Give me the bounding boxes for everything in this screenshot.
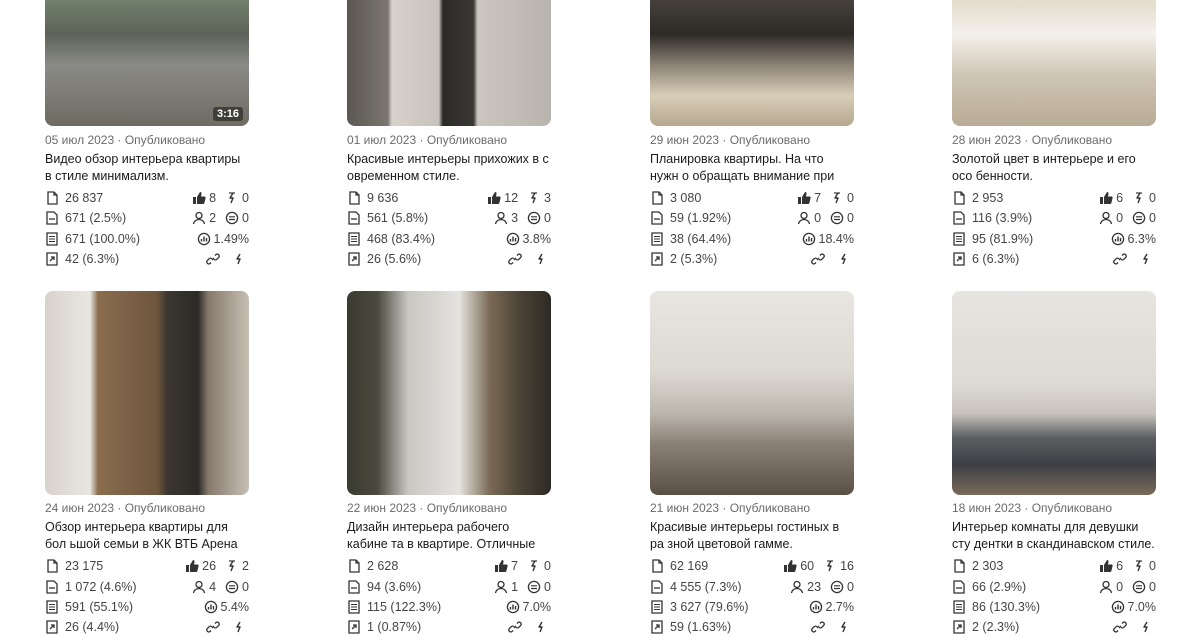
meta-separator: · — [1021, 501, 1032, 515]
doc-icon — [45, 580, 59, 594]
clicks-count: 42 (6.3%) — [65, 252, 120, 266]
publication-meta — [952, 133, 1112, 147]
comments-count: 0 — [544, 211, 551, 225]
publication-status: Опубликовано — [426, 133, 508, 147]
thumbs-up-icon — [1099, 559, 1113, 573]
reads-count: 671 (100.0%) — [65, 232, 141, 246]
reposts-count: 3 — [544, 191, 551, 205]
user-icon — [797, 211, 811, 225]
subscribers-count: 2 — [209, 211, 217, 225]
link-image-icon — [650, 620, 664, 634]
publication-meta — [650, 501, 810, 515]
publication-thumbnail[interactable] — [650, 0, 854, 126]
likes-count: 60 — [800, 559, 815, 573]
stat-row-shows — [650, 580, 854, 598]
comment-icon — [1132, 211, 1146, 225]
stat-row-clicks — [347, 252, 551, 270]
publication-meta — [45, 501, 205, 515]
comments-count: 0 — [242, 211, 249, 225]
stat-row-reads — [952, 232, 1156, 250]
user-icon — [1099, 211, 1113, 225]
doc-icon — [45, 211, 59, 225]
link-image-icon — [45, 620, 59, 634]
views-count: 26 837 — [65, 191, 104, 205]
publication-status: Опубликовано — [124, 501, 205, 515]
stat-row-clicks — [952, 620, 1156, 638]
reads-count: 3 627 (79.6%) — [670, 600, 749, 614]
link-image-icon — [650, 252, 664, 266]
thumbs-up-icon — [192, 191, 206, 205]
publication-thumbnail[interactable] — [952, 291, 1156, 495]
doc-icon — [347, 559, 361, 573]
share-icon[interactable] — [837, 620, 851, 634]
stat-row-shows — [45, 211, 249, 229]
thumbs-up-icon — [185, 559, 199, 573]
repost-icon — [830, 191, 844, 205]
doc-icon — [45, 559, 59, 573]
chart-circle-icon — [197, 232, 211, 246]
link-icon[interactable] — [206, 252, 220, 266]
thumbs-up-icon — [494, 559, 508, 573]
stat-row-views — [347, 191, 551, 209]
publication-thumbnail[interactable] — [45, 0, 249, 126]
stat-row-views — [347, 559, 551, 577]
user-icon — [494, 580, 508, 594]
stat-row-clicks — [347, 620, 551, 638]
likes-count: 7 — [814, 191, 822, 205]
clicks-count: 59 (1.63%) — [670, 620, 732, 634]
thumbs-up-icon — [487, 191, 501, 205]
repost-icon — [1132, 559, 1146, 573]
likes-count: 8 — [209, 191, 217, 205]
stat-row-reads — [650, 600, 854, 618]
doc-icon — [347, 580, 361, 594]
publication-status: Опубликовано — [426, 501, 507, 515]
doc-icon — [347, 191, 361, 205]
views-count: 9 636 — [367, 191, 399, 205]
doc-icon — [952, 211, 966, 225]
meta-separator: · — [114, 501, 125, 515]
stat-row-reads — [347, 232, 551, 250]
stat-row-views — [45, 191, 249, 209]
meta-separator: · — [1021, 133, 1032, 147]
reads-count: 38 (64.4%) — [670, 232, 732, 246]
link-image-icon — [347, 620, 361, 634]
comments-count: 0 — [1149, 580, 1156, 594]
share-icon[interactable] — [837, 252, 851, 266]
reads-count: 86 (130.3%) — [972, 600, 1041, 614]
doc-icon — [952, 559, 966, 573]
reads-count: 468 (83.4%) — [367, 232, 436, 246]
reposts-count: 16 — [840, 559, 854, 573]
publication-thumbnail[interactable] — [347, 291, 551, 495]
share-icon[interactable] — [232, 252, 246, 266]
user-icon — [192, 211, 206, 225]
reads-count: 591 (55.1%) — [65, 600, 134, 614]
stat-row-reads — [45, 232, 249, 250]
list-doc-icon — [45, 232, 59, 246]
doc-icon — [650, 191, 664, 205]
repost-icon — [225, 191, 239, 205]
publication-title[interactable]: Обзор интерьера квартиры для бол ьшой семьи в ЖК ВТБ Арена — [45, 520, 238, 551]
publication-date: 21 июн 2023 — [650, 501, 720, 515]
shows-count: 671 (2.5%) — [65, 211, 127, 225]
link-icon[interactable] — [811, 252, 825, 266]
reposts-count: 2 — [242, 559, 249, 573]
comment-icon — [830, 211, 844, 225]
stat-row-shows — [650, 211, 854, 229]
repost-icon — [1132, 191, 1146, 205]
publication-title[interactable]: Видео обзор интерьера квартиры в стиле минимализм. — [45, 152, 241, 183]
link-icon[interactable] — [1113, 620, 1127, 634]
stat-row-shows — [347, 580, 551, 598]
shows-count: 4 555 (7.3%) — [670, 580, 742, 594]
stat-row-views — [650, 191, 854, 209]
chart-circle-icon — [802, 232, 816, 246]
stat-row-views — [650, 559, 854, 577]
shows-count: 94 (3.6%) — [367, 580, 422, 594]
publication-meta — [650, 133, 810, 147]
reads-count: 115 (122.3%) — [367, 600, 442, 614]
link-icon[interactable] — [206, 620, 220, 634]
engagement-rate: 6.3% — [1127, 232, 1156, 246]
stat-row-shows — [952, 580, 1156, 598]
reads-count: 95 (81.9%) — [972, 232, 1034, 246]
repost-icon — [527, 559, 541, 573]
views-count: 62 169 — [670, 559, 709, 573]
shows-count: 59 (1.92%) — [670, 211, 732, 225]
stat-row-reads — [952, 600, 1156, 618]
list-doc-icon — [347, 232, 361, 246]
engagement-rate: 7.0% — [1127, 600, 1156, 614]
publication-status: Опубликовано — [124, 133, 206, 147]
publication-status: Опубликовано — [1031, 501, 1112, 515]
clicks-count: 1 (0.87%) — [367, 620, 422, 634]
list-doc-icon — [650, 600, 664, 614]
stat-row-clicks — [650, 620, 854, 638]
list-doc-icon — [650, 232, 664, 246]
clicks-count: 26 (5.6%) — [367, 252, 422, 266]
clicks-count: 2 (5.3%) — [670, 252, 718, 266]
publication-date: 18 июн 2023 — [952, 501, 1022, 515]
doc-icon — [347, 211, 361, 225]
share-icon[interactable] — [534, 252, 548, 266]
link-icon[interactable] — [508, 252, 522, 266]
repost-icon — [527, 191, 541, 205]
comment-icon — [830, 580, 844, 594]
thumbs-up-icon — [1099, 191, 1113, 205]
clicks-count: 26 (4.4%) — [65, 620, 120, 634]
comment-icon — [527, 211, 541, 225]
meta-separator: · — [416, 501, 427, 515]
subscribers-count: 3 — [511, 211, 519, 225]
doc-icon — [45, 191, 59, 205]
stat-row-shows — [45, 580, 249, 598]
clicks-count: 2 (2.3%) — [972, 620, 1020, 634]
link-image-icon — [952, 620, 966, 634]
publication-meta — [347, 501, 507, 515]
stat-row-clicks — [45, 252, 249, 270]
chart-circle-icon — [809, 600, 823, 614]
list-doc-icon — [347, 600, 361, 614]
reposts-count: 0 — [544, 559, 551, 573]
shows-count: 66 (2.9%) — [972, 580, 1027, 594]
stat-row-reads — [45, 600, 249, 618]
chart-circle-icon — [506, 600, 520, 614]
reposts-count: 0 — [1149, 559, 1156, 573]
subscribers-count: 0 — [1116, 211, 1124, 225]
chart-circle-icon — [204, 600, 218, 614]
user-icon — [192, 580, 206, 594]
comment-icon — [225, 211, 239, 225]
likes-count: 6 — [1116, 191, 1124, 205]
publication-thumbnail[interactable] — [650, 291, 854, 495]
thumbs-up-icon — [797, 191, 811, 205]
comments-count: 0 — [242, 580, 249, 594]
views-count: 2 303 — [972, 559, 1004, 573]
stat-row-views — [952, 559, 1156, 577]
engagement-rate: 5.4% — [220, 600, 249, 614]
engagement-rate: 1.49% — [213, 232, 249, 246]
link-image-icon — [952, 252, 966, 266]
publication-date: 22 июн 2023 — [347, 501, 417, 515]
comments-count: 0 — [847, 211, 854, 225]
user-icon — [790, 580, 804, 594]
chart-circle-icon — [1111, 232, 1125, 246]
subscribers-count: 0 — [814, 211, 822, 225]
doc-icon — [952, 191, 966, 205]
stat-row-views — [952, 191, 1156, 209]
subscribers-count: 1 — [511, 580, 519, 594]
comment-icon — [1132, 580, 1146, 594]
likes-count: 26 — [202, 559, 217, 573]
reposts-count: 0 — [847, 191, 854, 205]
thumbs-up-icon — [783, 559, 797, 573]
reposts-count: 0 — [242, 191, 249, 205]
publication-title[interactable]: Золотой цвет в интерьере и его осо бенности. — [952, 152, 1136, 183]
repost-icon — [823, 559, 837, 573]
publication-title[interactable]: Красивые интерьеры прихожих в с овременном стиле. — [347, 152, 549, 183]
comment-icon — [225, 580, 239, 594]
publication-title[interactable]: Планировка квартиры. На что нужн о обращать внимание при — [650, 152, 835, 183]
meta-separator: · — [416, 133, 427, 147]
video-duration: 3:16 — [213, 107, 243, 121]
publication-date: 28 июн 2023 — [952, 133, 1022, 147]
comments-count: 0 — [1149, 211, 1156, 225]
stat-row-reads — [347, 600, 551, 618]
meta-separator: · — [719, 501, 730, 515]
doc-icon — [952, 580, 966, 594]
comments-count: 0 — [544, 580, 551, 594]
subscribers-count: 0 — [1116, 580, 1124, 594]
views-count: 23 175 — [65, 559, 104, 573]
views-count: 3 080 — [670, 191, 702, 205]
doc-icon — [650, 211, 664, 225]
publication-date: 29 июн 2023 — [650, 133, 720, 147]
share-icon[interactable] — [1139, 252, 1153, 266]
comments-count: 0 — [847, 580, 854, 594]
clicks-count: 6 (6.3%) — [972, 252, 1020, 266]
user-icon — [1099, 580, 1113, 594]
link-image-icon — [347, 252, 361, 266]
engagement-rate: 18.4% — [818, 232, 854, 246]
list-doc-icon — [952, 600, 966, 614]
publication-date: 05 июл 2023 — [45, 133, 115, 147]
publication-meta — [347, 133, 507, 147]
share-icon[interactable] — [1139, 620, 1153, 634]
subscribers-count: 4 — [209, 580, 217, 594]
publication-title[interactable]: Интерьер комнаты для девушки сту дентки в скандинавском стиле. — [952, 520, 1155, 551]
publication-thumbnail[interactable] — [952, 0, 1156, 126]
meta-separator: · — [114, 133, 125, 147]
reposts-count: 0 — [1149, 191, 1156, 205]
doc-icon — [650, 580, 664, 594]
shows-count: 1 072 (4.6%) — [65, 580, 137, 594]
views-count: 2 953 — [972, 191, 1004, 205]
list-doc-icon — [45, 600, 59, 614]
stat-row-clicks — [650, 252, 854, 270]
publication-date: 24 июн 2023 — [45, 501, 115, 515]
publication-status: Опубликовано — [1031, 133, 1112, 147]
shows-count: 561 (5.8%) — [367, 211, 429, 225]
publication-title[interactable]: Красивые интерьеры гостиных в ра зной цветовой гамме. — [650, 520, 840, 551]
share-icon[interactable] — [534, 620, 548, 634]
engagement-rate: 3.8% — [522, 232, 551, 246]
publication-status: Опубликовано — [729, 133, 810, 147]
chart-circle-icon — [1111, 600, 1125, 614]
stat-row-views — [45, 559, 249, 577]
engagement-rate: 7.0% — [522, 600, 551, 614]
link-icon[interactable] — [508, 620, 522, 634]
link-icon[interactable] — [811, 620, 825, 634]
views-count: 2 628 — [367, 559, 399, 573]
repost-icon — [225, 559, 239, 573]
publication-title[interactable]: Дизайн интерьера рабочего кабине та в квартире. Отличные — [347, 520, 536, 551]
publication-status: Опубликовано — [729, 501, 810, 515]
stat-row-shows — [347, 211, 551, 229]
likes-count: 6 — [1116, 559, 1124, 573]
link-icon[interactable] — [1113, 252, 1127, 266]
shows-count: 116 (3.9%) — [972, 211, 1033, 225]
doc-icon — [650, 559, 664, 573]
stat-row-reads — [650, 232, 854, 250]
comment-icon — [527, 580, 541, 594]
meta-separator: · — [719, 133, 730, 147]
stat-row-clicks — [45, 620, 249, 638]
share-icon[interactable] — [232, 620, 246, 634]
publication-meta — [45, 133, 205, 147]
chart-circle-icon — [506, 232, 520, 246]
likes-count: 7 — [511, 559, 519, 573]
engagement-rate: 2.7% — [825, 600, 854, 614]
likes-count: 12 — [504, 191, 519, 205]
stat-row-clicks — [952, 252, 1156, 270]
publication-thumbnail[interactable] — [45, 291, 249, 495]
publication-thumbnail[interactable] — [347, 0, 551, 126]
publication-date: 01 июл 2023 — [347, 133, 417, 147]
link-image-icon — [45, 252, 59, 266]
publication-meta — [952, 501, 1112, 515]
user-icon — [494, 211, 508, 225]
subscribers-count: 23 — [807, 580, 822, 594]
stat-row-shows — [952, 211, 1156, 229]
list-doc-icon — [952, 232, 966, 246]
